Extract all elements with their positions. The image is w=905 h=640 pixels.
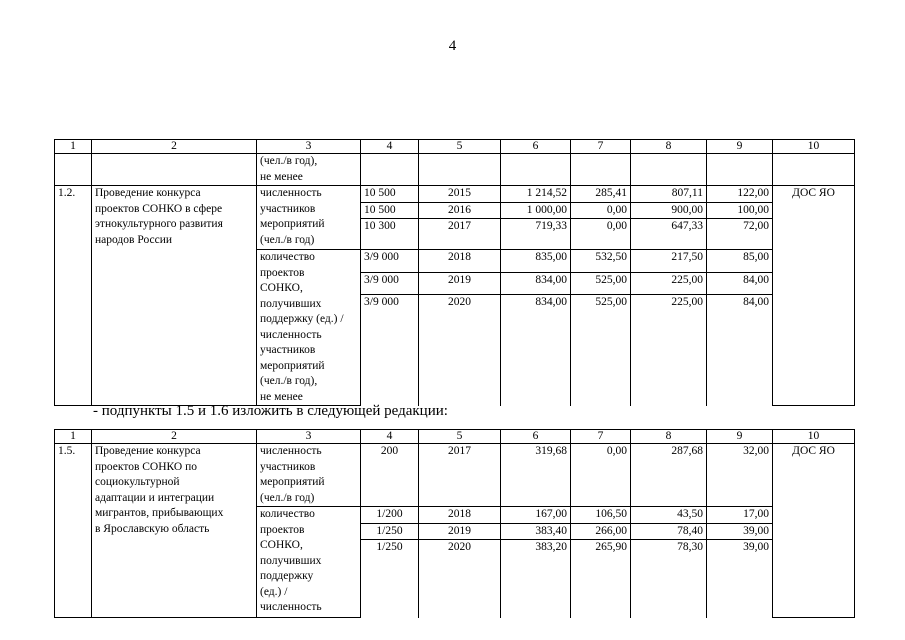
target-value: 10 500 (361, 202, 419, 219)
col-header: 8 (631, 430, 707, 444)
total-amount: 383,20 (501, 540, 571, 618)
total-amount: 383,40 (501, 523, 571, 540)
program-table-new (54, 429, 855, 618)
indicator-projects: количество проектов СОНКО, получивших поддержку (ед.) / численность (257, 507, 361, 618)
responsible-executor: ДОС ЯО (773, 444, 855, 618)
col-header: 5 (419, 430, 501, 444)
regional-amount: 900,00 (631, 202, 707, 219)
other-amount: 39,00 (707, 523, 773, 540)
federal-amount: 106,50 (571, 507, 631, 524)
item-number: 1.5. (55, 444, 92, 618)
total-amount: 167,00 (501, 507, 571, 524)
other-amount: 84,00 (707, 295, 773, 406)
year: 2015 (419, 186, 501, 203)
item-number: 1.2. (55, 186, 92, 406)
col-header: 9 (707, 140, 773, 154)
total-amount: 1 214,52 (501, 186, 571, 203)
col-header: 8 (631, 140, 707, 154)
federal-amount: 532,50 (571, 250, 631, 273)
regional-amount: 225,00 (631, 272, 707, 295)
total-amount: 834,00 (501, 295, 571, 406)
col-header: 7 (571, 430, 631, 444)
target-value: 1/250 (361, 540, 419, 618)
total-amount: 719,33 (501, 219, 571, 250)
col-header: 3 (257, 430, 361, 444)
year: 2019 (419, 523, 501, 540)
federal-amount: 266,00 (571, 523, 631, 540)
col-header: 3 (257, 140, 361, 154)
col-header: 2 (92, 140, 257, 154)
federal-amount: 525,00 (571, 295, 631, 406)
header-row (55, 140, 855, 154)
regional-amount: 78,30 (631, 540, 707, 618)
year: 2018 (419, 250, 501, 273)
target-value: 200 (361, 444, 419, 507)
target-value: 3/9 000 (361, 250, 419, 273)
target-value: 3/9 000 (361, 295, 419, 406)
col-header: 6 (501, 140, 571, 154)
other-amount: 72,00 (707, 219, 773, 250)
year: 2017 (419, 444, 501, 507)
year: 2016 (419, 202, 501, 219)
indicator-participants: численность участников мероприятий (чел./в год) (257, 444, 361, 507)
other-amount: 85,00 (707, 250, 773, 273)
other-amount: 17,00 (707, 507, 773, 524)
total-amount: 319,68 (501, 444, 571, 507)
target-value: 1/200 (361, 507, 419, 524)
program-table-continued (54, 139, 855, 406)
amendment-instruction: - подпункты 1.5 и 1.6 изложить в следующей редакции: (93, 403, 448, 419)
regional-amount: 78,40 (631, 523, 707, 540)
col-header: 10 (773, 430, 855, 444)
item-name: Проведение конкурса проектов СОНКО по социокультурной адаптации и интеграции мигрантов, прибывающих в Ярославскую область (92, 444, 257, 618)
federal-amount: 265,90 (571, 540, 631, 618)
page-number: 4 (448, 38, 457, 54)
total-amount: 835,00 (501, 250, 571, 273)
continuation-row (55, 154, 855, 186)
indicator-participants: численность участников мероприятий (чел./в год) (257, 186, 361, 250)
year: 2020 (419, 540, 501, 618)
regional-amount: 43,50 (631, 507, 707, 524)
indicator-projects: количество проектов СОНКО, получивших поддержку (ед.) / численность участников мероприятий (чел./в год), не менее (257, 250, 361, 406)
year: 2019 (419, 272, 501, 295)
other-amount: 39,00 (707, 540, 773, 618)
table-row (55, 186, 855, 203)
col-header: 7 (571, 140, 631, 154)
regional-amount: 647,33 (631, 219, 707, 250)
total-amount: 834,00 (501, 272, 571, 295)
target-value: 1/250 (361, 523, 419, 540)
item-name: Проведение конкурса проектов СОНКО в сфере этнокультурного развития народов России (92, 186, 257, 406)
indicator-continuation: (чел./в год), не менее (257, 154, 361, 186)
col-header: 10 (773, 140, 855, 154)
federal-amount: 285,41 (571, 186, 631, 203)
target-value: 10 500 (361, 186, 419, 203)
regional-amount: 287,68 (631, 444, 707, 507)
header-row (55, 430, 855, 444)
other-amount: 100,00 (707, 202, 773, 219)
col-header: 4 (361, 430, 419, 444)
federal-amount: 525,00 (571, 272, 631, 295)
regional-amount: 225,00 (631, 295, 707, 406)
col-header: 1 (55, 140, 92, 154)
other-amount: 122,00 (707, 186, 773, 203)
col-header: 5 (419, 140, 501, 154)
federal-amount: 0,00 (571, 444, 631, 507)
col-header: 4 (361, 140, 419, 154)
regional-amount: 807,11 (631, 186, 707, 203)
year: 2017 (419, 219, 501, 250)
col-header: 1 (55, 430, 92, 444)
col-header: 9 (707, 430, 773, 444)
col-header: 6 (501, 430, 571, 444)
responsible-executor: ДОС ЯО (773, 186, 855, 406)
target-value: 3/9 000 (361, 272, 419, 295)
federal-amount: 0,00 (571, 219, 631, 250)
year: 2018 (419, 507, 501, 524)
col-header: 2 (92, 430, 257, 444)
other-amount: 84,00 (707, 272, 773, 295)
total-amount: 1 000,00 (501, 202, 571, 219)
other-amount: 32,00 (707, 444, 773, 507)
regional-amount: 217,50 (631, 250, 707, 273)
federal-amount: 0,00 (571, 202, 631, 219)
year: 2020 (419, 295, 501, 406)
table-row (55, 444, 855, 507)
target-value: 10 300 (361, 219, 419, 250)
